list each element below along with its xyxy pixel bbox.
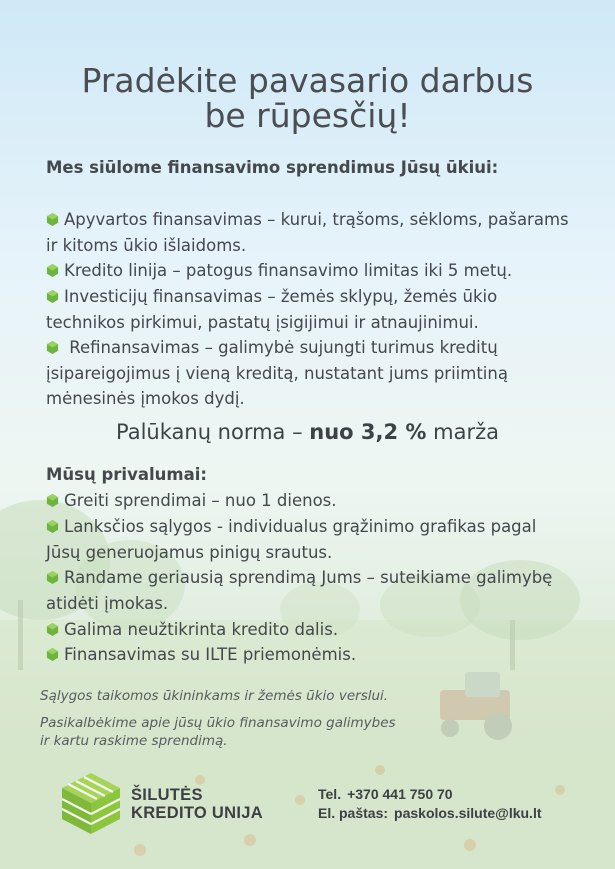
interest-rate — [0, 420, 615, 444]
offer-item — [46, 258, 586, 284]
advantage-item — [46, 488, 586, 514]
green-hexagon-icon — [46, 341, 59, 354]
offer-item-line: Kredito linija – patogus finansavimo limitas iki 5 metų. — [64, 261, 513, 280]
phone-number[interactable]: +370 441 750 70 — [347, 786, 453, 802]
contact-email — [318, 805, 542, 821]
brand-name-line1: ŠILUTĖS — [131, 786, 203, 804]
green-hexagon-icon — [46, 264, 59, 277]
advantage-item-line: Randame geriausią sprendimą Jums – suteikiame galimybę — [64, 568, 553, 587]
advantage-item — [46, 642, 586, 668]
offer-heading: Mes siūlome finansavimo sprendimus Jūsų ūkiui: — [46, 158, 499, 177]
offer-item — [46, 335, 586, 412]
offer-item-line: įsipareigojimus į vieną kreditą, nustatant jums priimtiną — [46, 363, 508, 383]
offer-item-line: mėnesinės įmokos dydį. — [46, 389, 245, 409]
offer-item-line: Investicijų finansavimas – žemės sklypų, žemės ūkio — [64, 287, 498, 306]
advantage-item-line: Lanksčios sąlygos - individualus grąžinimo grafikas pagal — [64, 517, 537, 536]
advantage-item-line: Finansavimas su ILTE priemonėmis. — [64, 645, 357, 664]
page-title-line1: Pradėkite pavasario darbus — [81, 61, 534, 100]
advantage-item — [46, 514, 586, 565]
email-label: El. paštas: — [318, 805, 389, 821]
green-hexagon-icon — [46, 520, 59, 533]
advantage-item-line: Galima neužtikrinta kredito dalis. — [64, 620, 339, 639]
rate-suffix: marža — [426, 420, 500, 444]
offer-item-line: Apyvartos finansavimas – kurui, trąšoms, sėkloms, pašarams — [64, 210, 569, 229]
brand-name-line2: KREDITO UNIJA — [131, 804, 263, 822]
green-hexagon-icon — [46, 623, 59, 636]
offer-item-line: Refinansavimas – galimybė sujungti turimus kreditų — [64, 338, 498, 357]
offer-item — [46, 284, 586, 335]
advantage-item-line: Jūsų generuojamus pinigų srautus. — [46, 542, 333, 562]
offer-item — [46, 207, 586, 258]
offer-item-line: ir kitoms ūkio išlaidoms. — [46, 235, 247, 255]
conditions-note: Sąlygos taikomos ūkininkams ir žemės ūkio verslui. — [40, 688, 389, 704]
green-hexagon-icon — [46, 290, 59, 303]
rate-prefix: Palūkanų norma – — [115, 420, 310, 444]
advantage-item-line: Greiti sprendimai – nuo 1 dienos. — [64, 491, 337, 510]
green-hexagon-icon — [46, 571, 59, 584]
offer-item-line: technikos pirkimui, pastatų įsigijimui ir atnaujinimui. — [46, 312, 479, 332]
page-title-line2: be rūpesčių! — [204, 96, 411, 135]
advantages-heading: Mūsų privalumai: — [46, 465, 207, 484]
invite-note-line2: ir kartu raskime sprendimą. — [40, 733, 228, 749]
cube-logo-icon — [60, 771, 122, 836]
advantage-item — [46, 565, 586, 616]
green-hexagon-icon — [46, 213, 59, 226]
invite-note-line1: Pasikalbėkime apie jūsų ūkio finansavimo galimybes — [40, 715, 396, 731]
advantage-item — [46, 617, 586, 643]
green-hexagon-icon — [46, 648, 59, 661]
advantage-item-line: atidėti įmokas. — [46, 593, 169, 613]
contact-phone — [318, 786, 453, 802]
rate-value: nuo 3,2 % — [309, 420, 427, 444]
email-link[interactable]: paskolos.silute@lku.lt — [394, 805, 542, 821]
phone-label: Tel. — [318, 786, 342, 802]
green-hexagon-icon — [46, 494, 59, 507]
